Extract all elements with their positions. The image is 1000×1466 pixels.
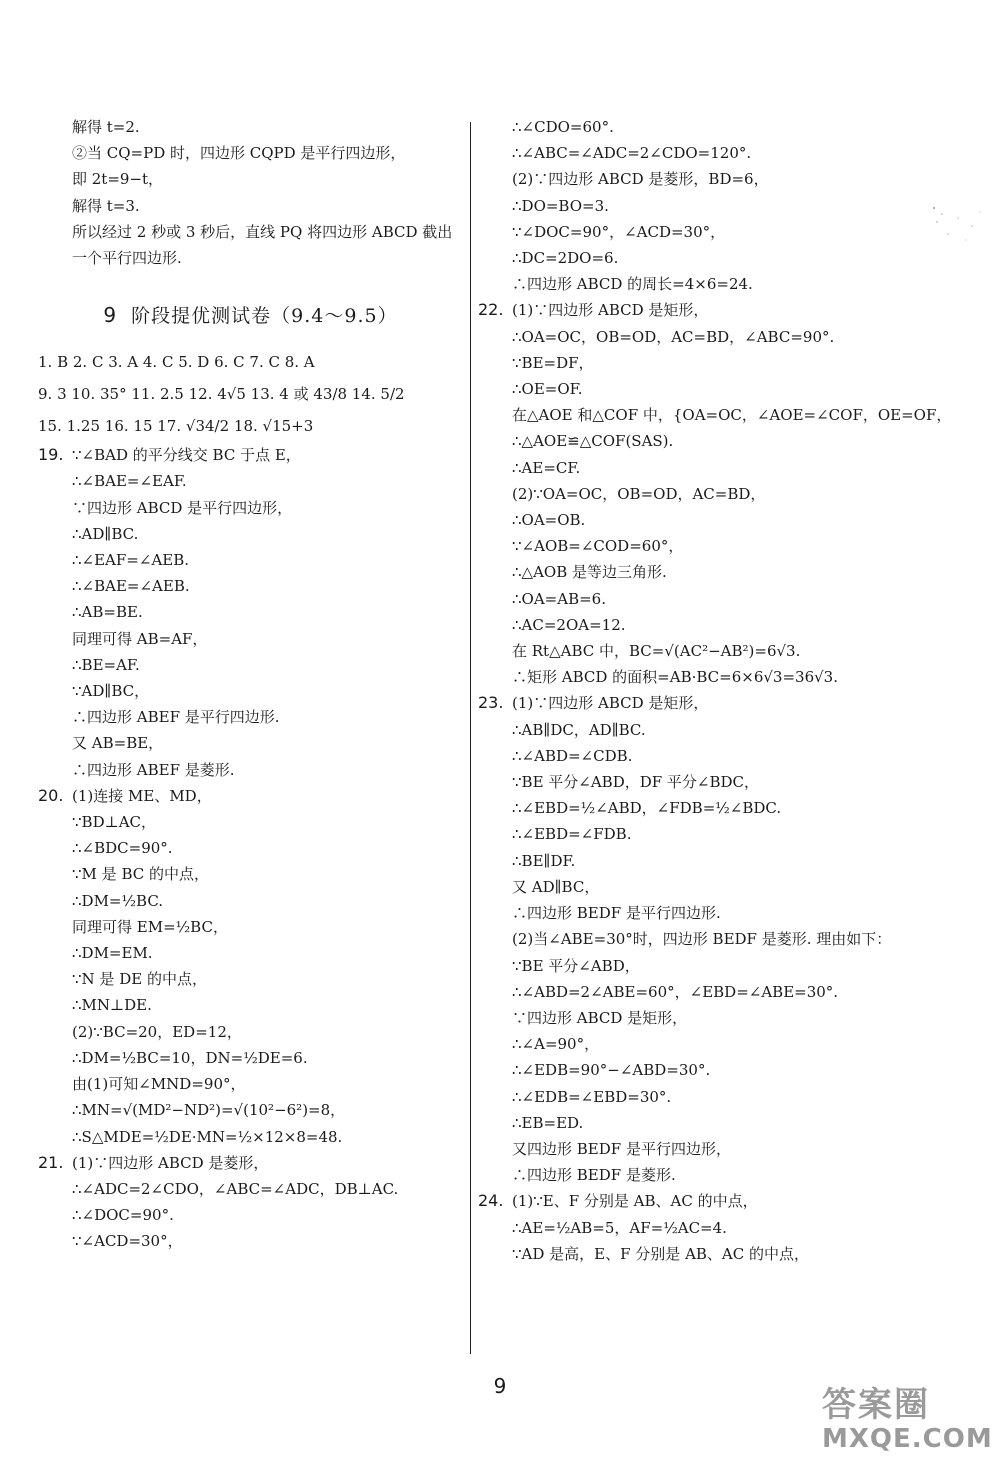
solution-line: ∵BE 平分∠ABD， bbox=[512, 956, 640, 975]
solution-line: ∴BE=AF. bbox=[72, 655, 140, 674]
solution-line: ∵∠ACD=30°， bbox=[72, 1232, 183, 1251]
solution-line: ∴∠DOC=90°. bbox=[72, 1206, 174, 1225]
scan-specks bbox=[928, 200, 988, 250]
column-divider bbox=[470, 122, 471, 1354]
solution-line: ∴∠EDB=∠EBD=30°. bbox=[512, 1087, 672, 1106]
solution-line: ∴OA=OC，OB=OD，AC=BD，∠ABC=90°. bbox=[512, 327, 835, 346]
solution-line: ∵∠BAD 的平分线交 BC 于点 E， bbox=[72, 446, 301, 465]
solution-line: ∴EB=ED. bbox=[512, 1113, 584, 1132]
intro-line: ②当 CQ=PD 时，四边形 CQPD 是平行四边形， bbox=[72, 144, 406, 163]
solution-line: ∴AC=2OA=12. bbox=[512, 615, 626, 634]
section-title-text: 阶段提优测试卷（9.4～9.5） bbox=[131, 305, 398, 328]
solution-line: ∵四边形 ABCD 是矩形， bbox=[512, 1008, 688, 1027]
solution-line: ∴四边形 BEDF 是平行四边形. bbox=[512, 904, 721, 923]
question-number: 23. bbox=[478, 693, 504, 713]
solution-line: ∴∠BAE=∠AEB. bbox=[72, 577, 190, 596]
solution-line: ∴∠A=90°， bbox=[512, 1035, 600, 1054]
solution-line: ∴∠ABD=2∠ABE=60°，∠EBD=∠ABE=30°. bbox=[512, 982, 839, 1001]
section-number: 9 bbox=[103, 303, 118, 328]
solution-line: ∴∠EAF=∠AEB. bbox=[72, 551, 190, 570]
answer-row: 9. 3 10. 35° 11. 2.5 12. 4√5 13. 4 或 43/8 14. 5/2 bbox=[38, 385, 405, 404]
solution-line: 同理可得 EM=½BC， bbox=[72, 917, 228, 936]
solution-line: ∴DO=BO=3. bbox=[512, 196, 609, 215]
solution-line: (1)∵四边形 ABCD 是矩形， bbox=[512, 694, 709, 713]
question-20-first bbox=[38, 783, 463, 809]
solution-line: ∴∠ADC=2∠CDO，∠ABC=∠ADC，DB⊥AC. bbox=[72, 1179, 399, 1198]
solution-line: ∵AD∥BC， bbox=[72, 682, 150, 701]
question-number: 20. bbox=[38, 785, 64, 805]
solution-line: ∴四边形 BEDF 是菱形. bbox=[512, 1166, 676, 1185]
question-24-first bbox=[478, 1188, 978, 1214]
solution-line: ∴DM=½BC=10，DN=½DE=6. bbox=[72, 1048, 308, 1067]
solution-line: ∴AD∥BC. bbox=[72, 524, 139, 543]
page-number: 9 bbox=[493, 1374, 507, 1398]
solution-line: 在△AOE 和△COF 中，{OA=OC，∠AOE=∠COF，OE=OF， bbox=[512, 406, 952, 425]
solution-line: ∴S△MDE=½DE·MN=½×12×8=48. bbox=[72, 1127, 343, 1146]
solution-line: ∵∠DOC=90°，∠ACD=30°， bbox=[512, 222, 726, 241]
solution-line: ∴AE=CF. bbox=[512, 458, 581, 477]
solution-line: (1)∵四边形 ABCD 是菱形， bbox=[72, 1153, 269, 1172]
solution-line: ∴∠EBD=∠FDB. bbox=[512, 825, 632, 844]
solution-line: (1)连接 ME、MD， bbox=[72, 786, 212, 805]
intro-line: 解得 t=3. bbox=[72, 196, 140, 215]
question-21-first bbox=[38, 1150, 463, 1176]
solution-line: 同理可得 AB=AF， bbox=[72, 629, 208, 648]
solution-line: 由(1)可知∠MND=90°， bbox=[72, 1075, 246, 1094]
solution-line: ∴AE=½AB=5，AF=½AC=4. bbox=[512, 1218, 727, 1237]
question-number: 22. bbox=[478, 300, 504, 320]
question-number: 21. bbox=[38, 1152, 64, 1172]
solution-line: ∴OE=OF. bbox=[512, 380, 583, 399]
solution-line: ∴∠ABD=∠CDB. bbox=[512, 746, 633, 765]
solution-line: ∵BD⊥AC， bbox=[72, 813, 157, 832]
solution-line: ∴MN=√(MD²−ND²)=√(10²−6²)=8， bbox=[72, 1101, 346, 1120]
intro-line: 解得 t=2. bbox=[72, 118, 140, 136]
solution-line: ∵BE 平分∠ABD，DF 平分∠BDC， bbox=[512, 773, 760, 792]
solution-line: ∴DC=2DO=6. bbox=[512, 249, 619, 268]
solution-line: 又 AD∥BC， bbox=[512, 877, 600, 896]
question-19-first bbox=[38, 442, 463, 468]
solution-line: (1)∵四边形 ABCD 是矩形， bbox=[512, 301, 709, 320]
solution-line: ∴∠EDB=90°−∠ABD=30°. bbox=[512, 1061, 711, 1080]
answer-row: 15. 1.25 16. 15 17. √34/2 18. √15+3 bbox=[38, 417, 314, 436]
solution-line: ∴AB=BE. bbox=[72, 603, 143, 622]
solution-line: ∴∠EBD=½∠ABD，∠FDB=½∠BDC. bbox=[512, 799, 782, 818]
solution-line: ∴OA=AB=6. bbox=[512, 589, 606, 608]
solution-line: ∴△AOE≌△COF(SAS). bbox=[512, 432, 674, 451]
solution-line: 在 Rt△ABC 中，BC=√(AC²−AB²)=6√3. bbox=[512, 642, 801, 661]
question-22-first bbox=[478, 297, 978, 323]
intro-line: 所以经过 2 秒或 3 秒后，直线 PQ 将四边形 ABCD 截出 bbox=[72, 222, 453, 241]
solution-line: ∵∠AOB=∠COD=60°， bbox=[512, 537, 684, 556]
solution-line: (2)∵四边形 ABCD 是菱形，BD=6， bbox=[512, 170, 769, 189]
watermark-logo bbox=[822, 1386, 993, 1454]
intro-line: 即 2t=9−t， bbox=[72, 170, 164, 189]
intro-line: 一个平行四边形. bbox=[72, 249, 182, 268]
solution-line: (2)当∠ABE=30°时，四边形 BEDF 是菱形. 理由如下： bbox=[512, 930, 892, 949]
solution-line: ∵N 是 DE 的中点， bbox=[72, 970, 207, 989]
solution-line: ∵M 是 BC 的中点， bbox=[72, 865, 209, 884]
solution-line: ∴MN⊥DE. bbox=[72, 996, 152, 1015]
question-number: 24. bbox=[478, 1191, 504, 1211]
solution-line: ∵BE=DF， bbox=[512, 353, 594, 372]
solution-line: ∴四边形 ABEF 是菱形. bbox=[72, 760, 235, 779]
solution-line: (2)∵OA=OC，OB=OD，AC=BD， bbox=[512, 484, 766, 503]
solution-line: ∴矩形 ABCD 的面积=AB·BC=6×6√3=36√3. bbox=[512, 668, 838, 687]
section-title bbox=[38, 301, 463, 328]
solution-line: ∴BE∥DF. bbox=[512, 851, 576, 870]
solution-line: ∵AD 是高，E、F 分别是 AB、AC 的中点， bbox=[512, 1244, 809, 1263]
solution-line: ∵四边形 ABCD 是平行四边形， bbox=[72, 498, 293, 517]
left-column bbox=[38, 114, 463, 1255]
solution-line: ∴DM=½BC. bbox=[72, 891, 164, 910]
solution-line: ∴DM=EM. bbox=[72, 944, 153, 963]
answer-row: 1. B 2. C 3. A 4. C 5. D 6. C 7. C 8. A bbox=[38, 353, 315, 372]
solution-line: ∴AB∥DC，AD∥BC. bbox=[512, 720, 646, 739]
solution-line: (2)∵BC=20，ED=12， bbox=[72, 1022, 242, 1041]
solution-line: ∴∠BAE=∠EAF. bbox=[72, 472, 187, 491]
solution-line: ∴∠ABC=∠ADC=2∠CDO=120°. bbox=[512, 144, 752, 163]
question-number: 19. bbox=[38, 445, 64, 465]
right-column bbox=[478, 114, 978, 1267]
question-23-first bbox=[478, 690, 978, 716]
solution-line: (1)∵E、F 分别是 AB、AC 的中点， bbox=[512, 1192, 758, 1211]
solution-line: 又四边形 BEDF 是平行四边形， bbox=[512, 1139, 731, 1158]
solution-line: ∴四边形 ABCD 的周长=4×6=24. bbox=[512, 275, 753, 294]
solution-line: 又 AB=BE， bbox=[72, 734, 164, 753]
solution-line: ∴△AOB 是等边三角形. bbox=[512, 563, 667, 582]
watermark-line: MXQE.COM bbox=[822, 1424, 993, 1454]
solution-line: ∴OA=OB. bbox=[512, 511, 586, 530]
solution-line: ∴∠BDC=90°. bbox=[72, 839, 173, 858]
watermark-line: 答案圈 bbox=[822, 1385, 930, 1425]
solution-line: ∴四边形 ABEF 是平行四边形. bbox=[72, 708, 280, 727]
solution-line: ∴∠CDO=60°. bbox=[512, 118, 614, 136]
